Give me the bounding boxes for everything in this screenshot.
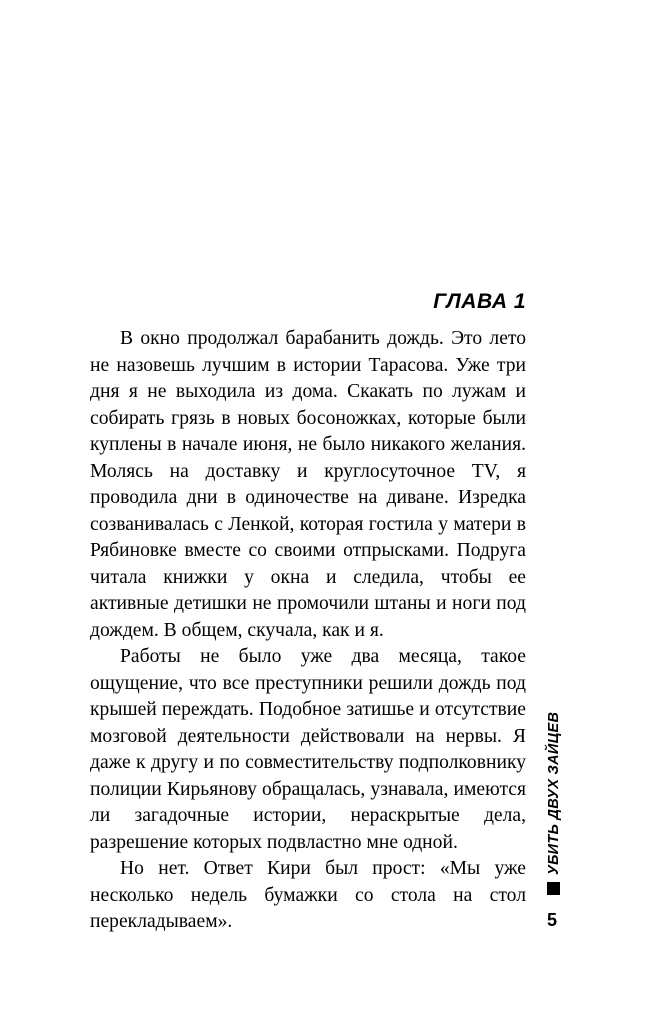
chapter-heading: ГЛАВА 1 [433, 290, 526, 313]
page-number: 5 [547, 910, 558, 930]
paragraph-2: Работы не было уже два месяца, такое ощущение, что все преступники решили дождь под крышей переждать. Подобное затишье и отсутствие мозговой деятельности действовали на нервы. Я даже к другу и по совместительству подполковнику полиции Кирьянову обращалась, узнавала, имеются ли загадочные истории, нераскрытые дела, разрешение которых подвластно мне одной. [90, 646, 526, 853]
square-marker-icon [547, 882, 560, 895]
paragraph-1: В окно продолжал барабанить дождь. Это лето не назовешь лучшим в истории Тарасова. Уже три дня я не выходила из дома. Скакать по лужам и собирать грязь в новых босоножках, которые были куплены в начале июня, не было никакого желания. Молясь на доставку и круглосуточное TV, я проводила дни в одиночестве на диване. Изредка созванивалась с Ленкой, которая гостила у матери в Рябиновке вместе со своими отпрысками. Подруга читала книжки у окна и следила, чтобы ее активные детишки не промочили штаны и ноги под дождем. В общем, скучала, как и я. [90, 328, 526, 641]
running-title: УБИТЬ ДВУХ ЗАЙЦЕВ [546, 711, 562, 875]
paragraph-3: Но нет. Ответ Кири был прост: «Мы уже несколько недель бумажки со стола на стол перекладываем». [90, 858, 526, 932]
body-text [90, 326, 526, 936]
